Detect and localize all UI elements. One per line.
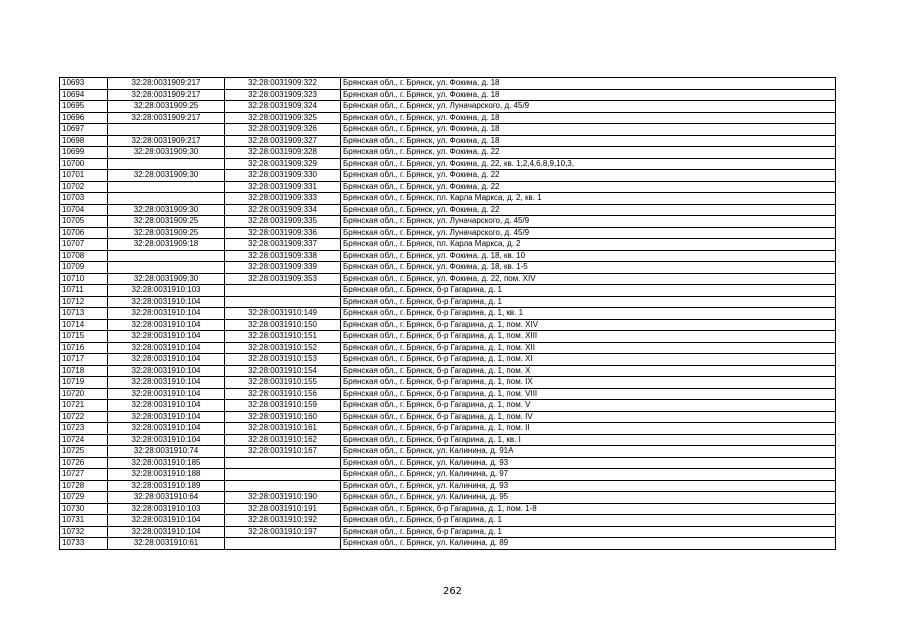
address-cell: Брянская обл., г. Брянск, б-р Гагарина, д. 1, пом. VIII bbox=[341, 388, 836, 400]
table-row bbox=[60, 411, 836, 423]
parcel-number-cell: 32:28:0031909:217 bbox=[108, 135, 225, 147]
object-number-cell: 32:28:0031909:323 bbox=[225, 89, 341, 101]
table-row bbox=[60, 216, 836, 228]
table-row bbox=[60, 296, 836, 308]
table-row bbox=[60, 193, 836, 205]
parcel-number-cell: 32:28:0031909:25 bbox=[108, 216, 225, 228]
address-cell: Брянская обл., г. Брянск, б-р Гагарина, д. 1, пом. V bbox=[341, 400, 836, 412]
page-number: 262 bbox=[442, 586, 463, 597]
table-row bbox=[60, 377, 836, 389]
parcel-number-cell: 32:28:0031910:104 bbox=[108, 308, 225, 320]
address-cell: Брянская обл., г. Брянск, б-р Гагарина, д. 1, пом. XII bbox=[341, 342, 836, 354]
parcel-number-cell: 32:28:0031910:104 bbox=[108, 411, 225, 423]
row-number-cell: 10695 bbox=[60, 101, 108, 113]
parcel-number-cell: 32:28:0031910:61 bbox=[108, 538, 225, 550]
table-row bbox=[60, 262, 836, 274]
table-row bbox=[60, 446, 836, 458]
object-number-cell: 32:28:0031909:326 bbox=[225, 124, 341, 136]
address-cell: Брянская обл., г. Брянск, пл. Карла Маркса, д. 2 bbox=[341, 239, 836, 251]
table-row bbox=[60, 158, 836, 170]
object-number-cell: 32:28:0031910:151 bbox=[225, 331, 341, 343]
object-number-cell: 32:28:0031910:192 bbox=[225, 515, 341, 527]
table-row bbox=[60, 89, 836, 101]
row-number-cell: 10715 bbox=[60, 331, 108, 343]
table-row bbox=[60, 331, 836, 343]
table-row bbox=[60, 434, 836, 446]
row-number-cell: 10696 bbox=[60, 112, 108, 124]
object-number-cell: 32:28:0031910:156 bbox=[225, 388, 341, 400]
parcel-number-cell: 32:28:0031909:30 bbox=[108, 147, 225, 159]
table-row bbox=[60, 342, 836, 354]
row-number-cell: 10716 bbox=[60, 342, 108, 354]
row-number-cell: 10726 bbox=[60, 457, 108, 469]
parcel-number-cell bbox=[108, 262, 225, 274]
parcel-number-cell: 32:28:0031909:30 bbox=[108, 273, 225, 285]
table-row bbox=[60, 112, 836, 124]
table-row bbox=[60, 388, 836, 400]
parcel-number-cell: 32:28:0031909:25 bbox=[108, 101, 225, 113]
parcel-number-cell bbox=[108, 181, 225, 193]
object-number-cell: 32:28:0031909:330 bbox=[225, 170, 341, 182]
object-number-cell bbox=[225, 480, 341, 492]
row-number-cell: 10701 bbox=[60, 170, 108, 182]
table-row bbox=[60, 124, 836, 136]
object-number-cell: 32:28:0031910:161 bbox=[225, 423, 341, 435]
row-number-cell: 10729 bbox=[60, 492, 108, 504]
object-number-cell: 32:28:0031909:327 bbox=[225, 135, 341, 147]
table-row bbox=[60, 147, 836, 159]
row-number-cell: 10693 bbox=[60, 78, 108, 90]
row-number-cell: 10717 bbox=[60, 354, 108, 366]
address-cell: Брянская обл., г. Брянск, б-р Гагарина, д. 1, кв. I bbox=[341, 434, 836, 446]
address-cell: Брянская обл., г. Брянск, ул. Фокина, д. 22, кв. 1,2,4,6,8,9,10,3, bbox=[341, 158, 836, 170]
table-row bbox=[60, 101, 836, 113]
address-cell: Брянская обл., г. Брянск, ул. Калинина, д. 95 bbox=[341, 492, 836, 504]
parcel-number-cell: 32:28:0031910:103 bbox=[108, 285, 225, 297]
table-row bbox=[60, 480, 836, 492]
parcel-number-cell bbox=[108, 193, 225, 205]
parcel-number-cell: 32:28:0031909:30 bbox=[108, 170, 225, 182]
parcel-number-cell: 32:28:0031910:103 bbox=[108, 503, 225, 515]
parcel-number-cell: 32:28:0031909:217 bbox=[108, 112, 225, 124]
parcel-number-cell: 32:28:0031910:185 bbox=[108, 457, 225, 469]
object-number-cell: 32:28:0031910:154 bbox=[225, 365, 341, 377]
address-cell: Брянская обл., г. Брянск, ул. Фокина, д. 22 bbox=[341, 147, 836, 159]
object-number-cell: 32:28:0031909:333 bbox=[225, 193, 341, 205]
address-cell: Брянская обл., г. Брянск, б-р Гагарина, д. 1 bbox=[341, 296, 836, 308]
object-number-cell: 32:28:0031910:190 bbox=[225, 492, 341, 504]
registry-table-body bbox=[60, 78, 836, 550]
object-number-cell: 32:28:0031909:338 bbox=[225, 250, 341, 262]
parcel-number-cell bbox=[108, 250, 225, 262]
row-number-cell: 10730 bbox=[60, 503, 108, 515]
row-number-cell: 10699 bbox=[60, 147, 108, 159]
address-cell: Брянская обл., г. Брянск, ул. Калинина, д. 97 bbox=[341, 469, 836, 481]
table-row bbox=[60, 170, 836, 182]
row-number-cell: 10721 bbox=[60, 400, 108, 412]
object-number-cell: 32:28:0031910:152 bbox=[225, 342, 341, 354]
address-cell: Брянская обл., г. Брянск, ул. Калинина, д. 89 bbox=[341, 538, 836, 550]
row-number-cell: 10719 bbox=[60, 377, 108, 389]
row-number-cell: 10711 bbox=[60, 285, 108, 297]
row-number-cell: 10705 bbox=[60, 216, 108, 228]
parcel-number-cell: 32:28:0031910:104 bbox=[108, 319, 225, 331]
object-number-cell: 32:28:0031910:150 bbox=[225, 319, 341, 331]
address-cell: Брянская обл., г. Брянск, б-р Гагарина, д. 1, кв. 1 bbox=[341, 308, 836, 320]
parcel-number-cell: 32:28:0031909:25 bbox=[108, 227, 225, 239]
address-cell: Брянская обл., г. Брянск, б-р Гагарина, д. 1, пом. II bbox=[341, 423, 836, 435]
address-cell: Брянская обл., г. Брянск, б-р Гагарина, д. 1, пом. X bbox=[341, 365, 836, 377]
address-cell: Брянская обл., г. Брянск, ул. Калинина, д. 91А bbox=[341, 446, 836, 458]
object-number-cell bbox=[225, 296, 341, 308]
object-number-cell: 32:28:0031909:322 bbox=[225, 78, 341, 90]
parcel-number-cell: 32:28:0031910:189 bbox=[108, 480, 225, 492]
address-cell: Брянская обл., г. Брянск, ул. Фокина, д. 22, пом. XIV bbox=[341, 273, 836, 285]
row-number-cell: 10732 bbox=[60, 526, 108, 538]
address-cell: Брянская обл., г. Брянск, ул. Фокина, д. 18 bbox=[341, 135, 836, 147]
row-number-cell: 10702 bbox=[60, 181, 108, 193]
row-number-cell: 10731 bbox=[60, 515, 108, 527]
parcel-number-cell: 32:28:0031910:64 bbox=[108, 492, 225, 504]
address-cell: Брянская обл., г. Брянск, ул. Фокина, д. 22 bbox=[341, 204, 836, 216]
table-row bbox=[60, 181, 836, 193]
address-cell: Брянская обл., г. Брянск, б-р Гагарина, д. 1, пом. IX bbox=[341, 377, 836, 389]
address-cell: Брянская обл., г. Брянск, б-р Гагарина, д. 1, пом. XIII bbox=[341, 331, 836, 343]
table-row bbox=[60, 469, 836, 481]
address-cell: Брянская обл., г. Брянск, б-р Гагарина, д. 1 bbox=[341, 515, 836, 527]
address-cell: Брянская обл., г. Брянск, ул. Луначарского, д. 45/9 bbox=[341, 216, 836, 228]
table-row bbox=[60, 239, 836, 251]
row-number-cell: 10720 bbox=[60, 388, 108, 400]
row-number-cell: 10733 bbox=[60, 538, 108, 550]
row-number-cell: 10697 bbox=[60, 124, 108, 136]
parcel-number-cell bbox=[108, 158, 225, 170]
table-row bbox=[60, 423, 836, 435]
table-row bbox=[60, 319, 836, 331]
address-cell: Брянская обл., г. Брянск, ул. Фокина, д. 18 bbox=[341, 78, 836, 90]
row-number-cell: 10709 bbox=[60, 262, 108, 274]
object-number-cell: 32:28:0031909:331 bbox=[225, 181, 341, 193]
parcel-number-cell: 32:28:0031910:104 bbox=[108, 423, 225, 435]
address-cell: Брянская обл., г. Брянск, ул. Луначарского, д. 45/9 bbox=[341, 101, 836, 113]
parcel-number-cell: 32:28:0031909:18 bbox=[108, 239, 225, 251]
parcel-number-cell: 32:28:0031910:74 bbox=[108, 446, 225, 458]
row-number-cell: 10710 bbox=[60, 273, 108, 285]
row-number-cell: 10698 bbox=[60, 135, 108, 147]
address-cell: Брянская обл., г. Брянск, ул. Фокина, д. 22 bbox=[341, 181, 836, 193]
object-number-cell: 32:28:0031909:339 bbox=[225, 262, 341, 274]
object-number-cell: 32:28:0031909:335 bbox=[225, 216, 341, 228]
object-number-cell: 32:28:0031909:353 bbox=[225, 273, 341, 285]
row-number-cell: 10712 bbox=[60, 296, 108, 308]
row-number-cell: 10703 bbox=[60, 193, 108, 205]
object-number-cell bbox=[225, 469, 341, 481]
address-cell: Брянская обл., г. Брянск, ул. Луначарского, д. 45/9 bbox=[341, 227, 836, 239]
parcel-number-cell: 32:28:0031910:188 bbox=[108, 469, 225, 481]
parcel-number-cell: 32:28:0031910:104 bbox=[108, 365, 225, 377]
address-cell: Брянская обл., г. Брянск, ул. Калинина, д. 93 bbox=[341, 457, 836, 469]
object-number-cell: 32:28:0031910:191 bbox=[225, 503, 341, 515]
address-cell: Брянская обл., г. Брянск, б-р Гагарина, д. 1 bbox=[341, 285, 836, 297]
address-cell: Брянская обл., г. Брянск, б-р Гагарина, д. 1 bbox=[341, 526, 836, 538]
row-number-cell: 10728 bbox=[60, 480, 108, 492]
address-cell: Брянская обл., г. Брянск, пл. Карла Маркса, д. 2, кв. 1 bbox=[341, 193, 836, 205]
object-number-cell: 32:28:0031910:162 bbox=[225, 434, 341, 446]
table-row bbox=[60, 365, 836, 377]
row-number-cell: 10714 bbox=[60, 319, 108, 331]
parcel-number-cell: 32:28:0031910:104 bbox=[108, 400, 225, 412]
parcel-number-cell: 32:28:0031909:217 bbox=[108, 78, 225, 90]
address-cell: Брянская обл., г. Брянск, ул. Фокина, д. 18, кв. 1-5 bbox=[341, 262, 836, 274]
address-cell: Брянская обл., г. Брянск, ул. Фокина, д. 18 bbox=[341, 89, 836, 101]
row-number-cell: 10725 bbox=[60, 446, 108, 458]
table-row bbox=[60, 503, 836, 515]
object-number-cell: 32:28:0031909:325 bbox=[225, 112, 341, 124]
parcel-number-cell bbox=[108, 124, 225, 136]
object-number-cell bbox=[225, 285, 341, 297]
parcel-number-cell: 32:28:0031910:104 bbox=[108, 331, 225, 343]
address-cell: Брянская обл., г. Брянск, б-р Гагарина, д. 1, пом. 1-8 bbox=[341, 503, 836, 515]
parcel-number-cell: 32:28:0031910:104 bbox=[108, 434, 225, 446]
object-number-cell: 32:28:0031910:149 bbox=[225, 308, 341, 320]
table-row bbox=[60, 308, 836, 320]
address-cell: Брянская обл., г. Брянск, б-р Гагарина, д. 1, пом. XI bbox=[341, 354, 836, 366]
object-number-cell: 32:28:0031909:334 bbox=[225, 204, 341, 216]
row-number-cell: 10718 bbox=[60, 365, 108, 377]
object-number-cell: 32:28:0031910:159 bbox=[225, 400, 341, 412]
table-row bbox=[60, 204, 836, 216]
object-number-cell bbox=[225, 538, 341, 550]
object-number-cell: 32:28:0031909:336 bbox=[225, 227, 341, 239]
object-number-cell: 32:28:0031910:155 bbox=[225, 377, 341, 389]
parcel-number-cell: 32:28:0031910:104 bbox=[108, 377, 225, 389]
parcel-number-cell: 32:28:0031909:217 bbox=[108, 89, 225, 101]
parcel-number-cell: 32:28:0031910:104 bbox=[108, 354, 225, 366]
object-number-cell: 32:28:0031910:167 bbox=[225, 446, 341, 458]
address-cell: Брянская обл., г. Брянск, ул. Фокина, д. 22 bbox=[341, 170, 836, 182]
table-row bbox=[60, 515, 836, 527]
parcel-number-cell: 32:28:0031910:104 bbox=[108, 526, 225, 538]
table-row bbox=[60, 285, 836, 297]
parcel-number-cell: 32:28:0031910:104 bbox=[108, 515, 225, 527]
object-number-cell: 32:28:0031909:324 bbox=[225, 101, 341, 113]
table-row bbox=[60, 78, 836, 90]
table-row bbox=[60, 135, 836, 147]
address-cell: Брянская обл., г. Брянск, б-р Гагарина, д. 1, пом. IV bbox=[341, 411, 836, 423]
row-number-cell: 10727 bbox=[60, 469, 108, 481]
table-row bbox=[60, 457, 836, 469]
table-row bbox=[60, 538, 836, 550]
address-cell: Брянская обл., г. Брянск, ул. Фокина, д. 18 bbox=[341, 112, 836, 124]
row-number-cell: 10694 bbox=[60, 89, 108, 101]
parcel-number-cell: 32:28:0031910:104 bbox=[108, 342, 225, 354]
row-number-cell: 10700 bbox=[60, 158, 108, 170]
table-row bbox=[60, 354, 836, 366]
object-number-cell bbox=[225, 457, 341, 469]
address-cell: Брянская обл., г. Брянск, ул. Фокина, д. 18 bbox=[341, 124, 836, 136]
table-row bbox=[60, 273, 836, 285]
row-number-cell: 10723 bbox=[60, 423, 108, 435]
object-number-cell: 32:28:0031909:329 bbox=[225, 158, 341, 170]
row-number-cell: 10704 bbox=[60, 204, 108, 216]
object-number-cell: 32:28:0031910:197 bbox=[225, 526, 341, 538]
object-number-cell: 32:28:0031910:153 bbox=[225, 354, 341, 366]
table-row bbox=[60, 526, 836, 538]
row-number-cell: 10706 bbox=[60, 227, 108, 239]
registry-table bbox=[59, 77, 836, 550]
table-row bbox=[60, 492, 836, 504]
row-number-cell: 10724 bbox=[60, 434, 108, 446]
table-row bbox=[60, 400, 836, 412]
address-cell: Брянская обл., г. Брянск, ул. Калинина, д. 93 bbox=[341, 480, 836, 492]
parcel-number-cell: 32:28:0031910:104 bbox=[108, 388, 225, 400]
address-cell: Брянская обл., г. Брянск, б-р Гагарина, д. 1, пом. XIV bbox=[341, 319, 836, 331]
address-cell: Брянская обл., г. Брянск, ул. Фокина, д. 18, кв. 10 bbox=[341, 250, 836, 262]
parcel-number-cell: 32:28:0031910:104 bbox=[108, 296, 225, 308]
row-number-cell: 10707 bbox=[60, 239, 108, 251]
parcel-number-cell: 32:28:0031909:30 bbox=[108, 204, 225, 216]
object-number-cell: 32:28:0031909:337 bbox=[225, 239, 341, 251]
table-row bbox=[60, 250, 836, 262]
row-number-cell: 10708 bbox=[60, 250, 108, 262]
object-number-cell: 32:28:0031909:328 bbox=[225, 147, 341, 159]
table-row bbox=[60, 227, 836, 239]
row-number-cell: 10722 bbox=[60, 411, 108, 423]
row-number-cell: 10713 bbox=[60, 308, 108, 320]
object-number-cell: 32:28:0031910:160 bbox=[225, 411, 341, 423]
